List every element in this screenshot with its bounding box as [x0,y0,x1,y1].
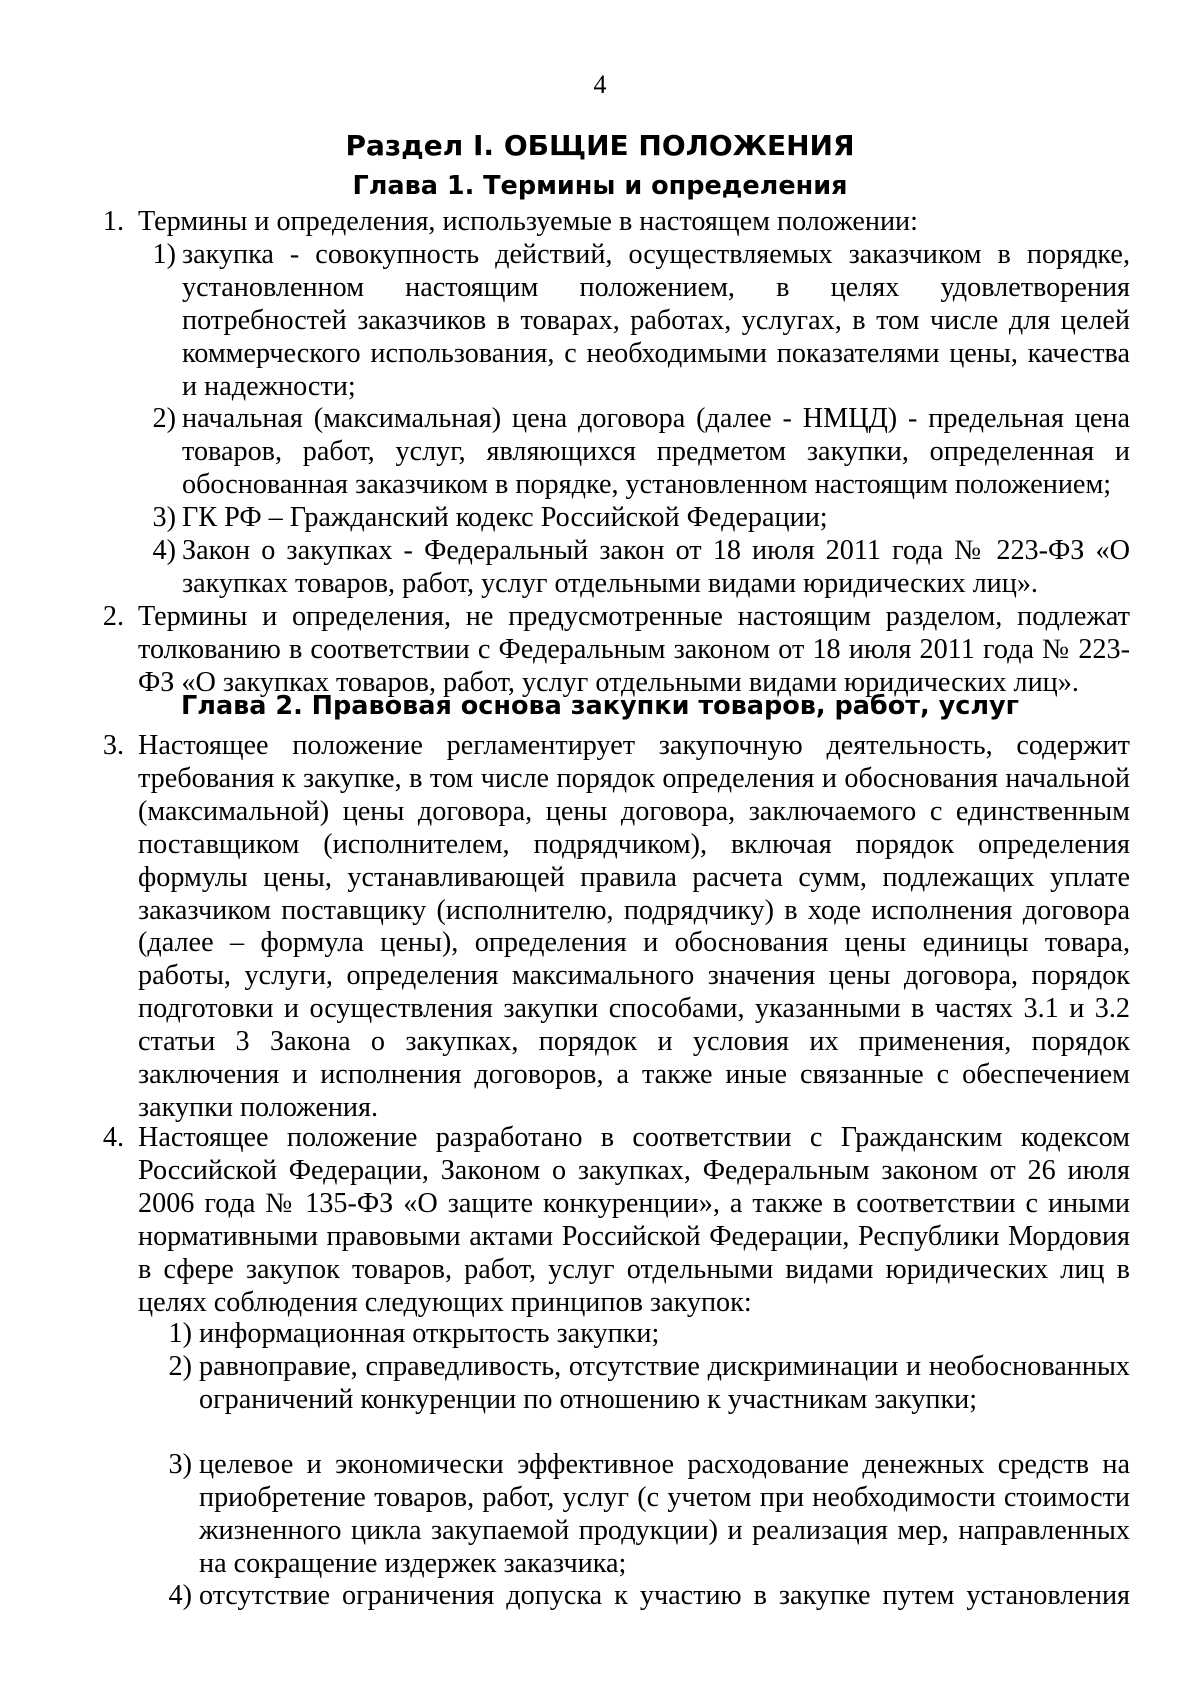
subitem-1-1-number: 1) [152,239,176,270]
item-4-number: 4. [102,1122,124,1153]
item-3-number: 3. [102,730,124,761]
subitem-1-4-text: Закон о закупках - Федеральный закон от 18 июля 2011 года № 223-ФЗ «О закупках товаров, работ, услуг отдельными видами юридических лиц». [182,535,1130,599]
chapter-2-title: Глава 2. Правовая основа закупки товаров, работ, услуг [181,691,1019,721]
chapter-1-title: Глава 1. Термины и определения [352,171,848,201]
subitem-1-1-text: закупка - совокупность действий, осуществляемых заказчиком в порядке, установленном настоящим положением, в целях удовлетворения потребностей заказчиков в товарах, работах, услугах, в том числе для целей коммерческого использования, с необходимыми показателями цены, качества и надежности; [182,239,1130,402]
subitem-4-2-text: равноправие, справедливость, отсутствие дискриминации и необоснованных ограничений конкуренции по отношению к участникам закупки; [199,1351,1130,1415]
subitem-1-4-number: 4) [152,535,176,566]
section-title: Раздел I. ОБЩИЕ ПОЛОЖЕНИЯ [345,129,855,162]
subitem-4-1-number: 1) [168,1318,192,1349]
subitem-1-2-text: начальная (максимальная) цена договора (далее - НМЦД) - предельная цена товаров, работ, услуг, являющихся предметом закупки, определенная и обоснованная заказчиком в порядке, установленном настоящим положением; [182,403,1130,500]
subitem-1-3-number: 3) [152,502,176,533]
item-1-number: 1. [102,206,124,237]
item-2-number: 2. [102,601,124,632]
subitem-4-1-text: информационная открытость закупки; [199,1318,660,1349]
subitem-4-3-text: целевое и экономически эффективное расходование денежных средств на приобретение товаров, работ, услуг (с учетом при необходимости стоимости жизненного цикла закупаемой продукции) и реализация мер, направленных на сокращение издержек заказчика; [199,1449,1130,1579]
item-4-text: Настоящее положение разработано в соответствии с Гражданским кодексом Российской Федерации, Законом о закупках, Федеральным законом от 26 июля 2006 года № 135-ФЗ «О защите конкуренции», а также в соответствии с иными нормативными правовыми актами Российской Федерации, Республики Мордовия в сфере закупок товаров, работ, услуг отдельными видами юридических лиц в целях соблюдения следующих принципов закупок: [138,1122,1130,1318]
subitem-4-4-text: отсутствие ограничения допуска к участию в закупке путем установления [199,1580,1130,1611]
subitem-4-3-number: 3) [168,1449,192,1480]
item-1-text: Термины и определения, используемые в настоящем положении: [138,206,918,237]
subitem-1-3-text: ГК РФ – Гражданский кодекс Российской Федерации; [182,502,828,533]
subitem-4-2-number: 2) [168,1351,192,1382]
subitem-4-4-number: 4) [168,1580,192,1611]
item-2-text: Термины и определения, не предусмотренные настоящим разделом, подлежат толкованию в соответствии с Федеральным законом от 18 июля 2011 года № 223-ФЗ «О закупках товаров, работ, услуг отдельными видами юридических лиц». [138,601,1130,698]
item-3-text: Настоящее положение регламентирует закупочную деятельность, содержит требования к закупке, в том числе порядок определения и обоснования начальной (максимальной) цены договора, цены договора, заключаемого с единственным поставщиком (исполнителем, подрядчиком), включая порядок определения формулы цены, устанавливающей правила расчета сумм, подлежащих уплате заказчиком поставщику (исполнителю, подрядчику) в ходе исполнения договора (далее – формула цены), определения и обоснования цены единицы товара, работы, услуги, определения максимального значения цены договора, порядок подготовки и осуществления закупки способами, указанными в частях 3.1 и 3.2 статьи 3 Закона о закупках, порядок и условия их применения, порядок заключения и исполнения договоров, а также иные связанные с обеспечением закупки положения. [138,730,1130,1123]
subitem-1-2-number: 2) [152,403,176,434]
page-number: 4 [593,70,607,99]
